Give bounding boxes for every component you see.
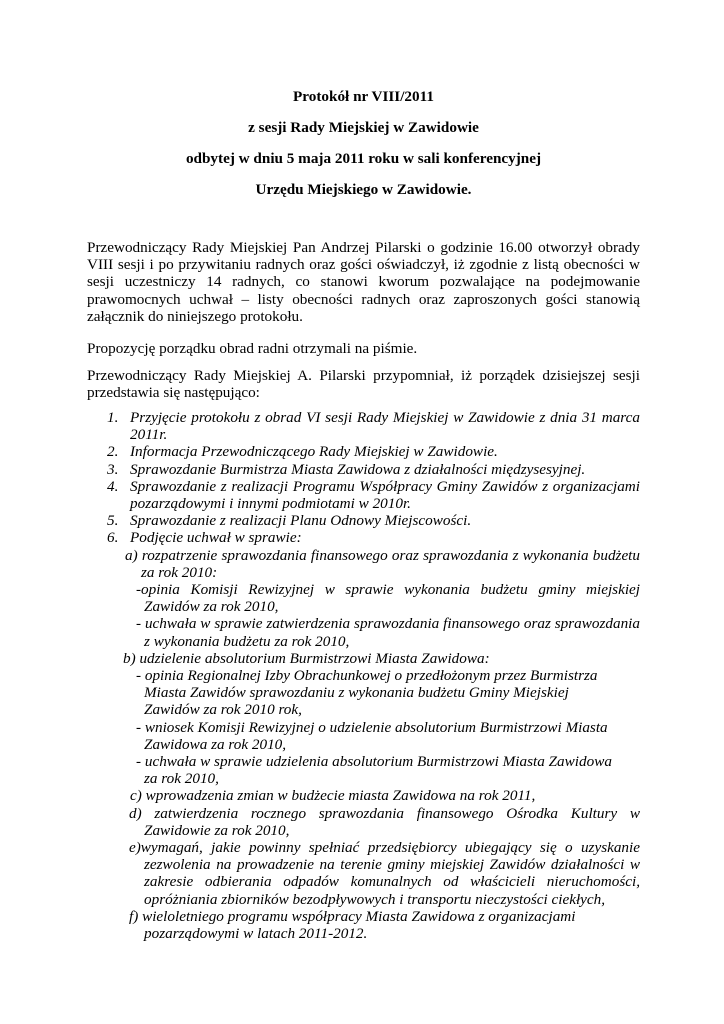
agenda-item xyxy=(87,478,640,512)
resolution-a-point: - uchwała w sprawie zatwierdzenia sprawozdania finansowego oraz sprawozdania z wykonania budżetu za rok 2010, xyxy=(136,615,640,650)
resolution-f-line: f) wieloletniego programu współpracy Miasta Zawidowa z organizacjami xyxy=(129,907,576,925)
resolution-b: b) udzielenie absolutorium Burmistrzowi Miasta Zawidowa: xyxy=(123,649,490,667)
resolution-b-point-line: Zawidowa za rok 2010, xyxy=(144,735,287,753)
agenda-item-number: 1. xyxy=(107,409,119,426)
session-date-line: odbytej w dniu 5 maja 2011 roku w sali konferencyjnej xyxy=(185,150,542,167)
resolution-b-point-line: Miasta Zawidów sprawozdaniu z wykonania budżetu Gminy Miejskiej xyxy=(144,684,569,702)
resolution-d: d) zatwierdzenia rocznego sprawozdania finansowego Ośrodka Kultury w Zawidowie za rok 2010, xyxy=(129,804,640,839)
agenda-item xyxy=(87,461,640,478)
resolution-b-point-line: Zawidów za rok 2010 rok, xyxy=(144,701,302,719)
resolution-f-line: pozarządowymi w latach 2011-2012. xyxy=(144,925,368,943)
session-venue-line: Urzędu Miejskiego w Zawidowie. xyxy=(255,181,472,198)
resolution-e: e)wymagań, jakie powinny spełniać przedsiębiorcy ubiegający się o uzyskanie zezwolenia na prowadzenie na terenie gminy miejskiej Zawidów działalności w zakresie odbierania odpadów komunalnych od właścicieli nieruchomości, opróżniania zbiorników bezodpływowych i transportu nieczystości ciekłych, xyxy=(129,839,640,908)
agenda-item-text: Sprawozdanie z realizacji Programu Współpracy Gminy Zawidów z organizacjami pozarządowymi i innymi podmiotami w 2010r. xyxy=(130,477,640,513)
resolution-c: c) wprowadzenia zmian w budżecie miasta Zawidowa na rok 2011, xyxy=(130,787,536,805)
agenda-item xyxy=(87,443,640,460)
agenda-item-number: 5. xyxy=(107,512,119,530)
agenda-item-number: 6. xyxy=(107,529,119,547)
proposal-paragraph: Propozycję porządku obrad radni otrzymali na piśmie. xyxy=(87,340,418,357)
agenda-item xyxy=(87,529,640,546)
agenda-item-text: Przyjęcie protokołu z obrad VI sesji Rady Miejskiej w Zawidowie z dnia 31 marca 2011r. xyxy=(130,409,640,444)
agenda-item-text: Informacja Przewodniczącego Rady Miejskiej w Zawidowie. xyxy=(130,443,498,461)
agenda-intro-paragraph: Przewodniczący Rady Miejskiej A. Pilarski przypomniał, iż porządek dzisiejszej sesji przedstawia się następująco: xyxy=(87,367,640,402)
session-subtitle: z sesji Rady Miejskiej w Zawidowie xyxy=(248,119,479,136)
agenda-item-text: Sprawozdanie Burmistrza Miasta Zawidowa z działalności międzysesyjnej. xyxy=(130,460,586,478)
resolution-b-point-line: - uchwała w sprawie udzielenia absolutorium Burmistrzowi Miasta Zawidowa xyxy=(136,753,612,771)
resolution-b-point-line: - opinia Regionalnej Izby Obrachunkowej o przedłożonym przez Burmistrza xyxy=(136,667,598,685)
agenda-list xyxy=(87,409,640,942)
resolution-a-point: -opinia Komisji Rewizyjnej w sprawie wykonania budżetu gminy miejskiej Zawidów za rok 2010, xyxy=(136,581,640,616)
agenda-item xyxy=(87,409,640,443)
agenda-item-number: 4. xyxy=(107,477,119,495)
agenda-item-number: 3. xyxy=(107,460,119,478)
protocol-title: Protokół nr VIII/2011 xyxy=(293,88,434,105)
agenda-item xyxy=(87,512,640,529)
resolution-a: a) rozpatrzenie sprawozdania finansowego oraz sprawozdania z wykonania budżetu za rok 2010: xyxy=(125,546,640,581)
agenda-item-number: 2. xyxy=(107,443,119,461)
agenda-item-text: Podjęcie uchwał w sprawie: xyxy=(130,529,302,547)
resolution-b-point-line: za rok 2010, xyxy=(144,770,219,788)
opening-paragraph: Przewodniczący Rady Miejskiej Pan Andrzej Pilarski o godzinie 16.00 otworzył obrady VIII sesji i po przywitaniu radnych oraz gości oświadczył, iż zgodnie z listą obecności w sesji uczestniczy 14 radnych, co stanowi kworum pozwalające na podejmowanie prawomocnych uchwał – listy obecności radnych oraz zaproszonych gości stanowią załącznik do niniejszego protokołu. xyxy=(87,239,640,325)
agenda-item-text: Sprawozdanie z realizacji Planu Odnowy Miejscowości. xyxy=(130,512,472,530)
resolution-b-point-line: - wniosek Komisji Rewizyjnej o udzielenie absolutorium Burmistrzowi Miasta xyxy=(136,718,608,736)
